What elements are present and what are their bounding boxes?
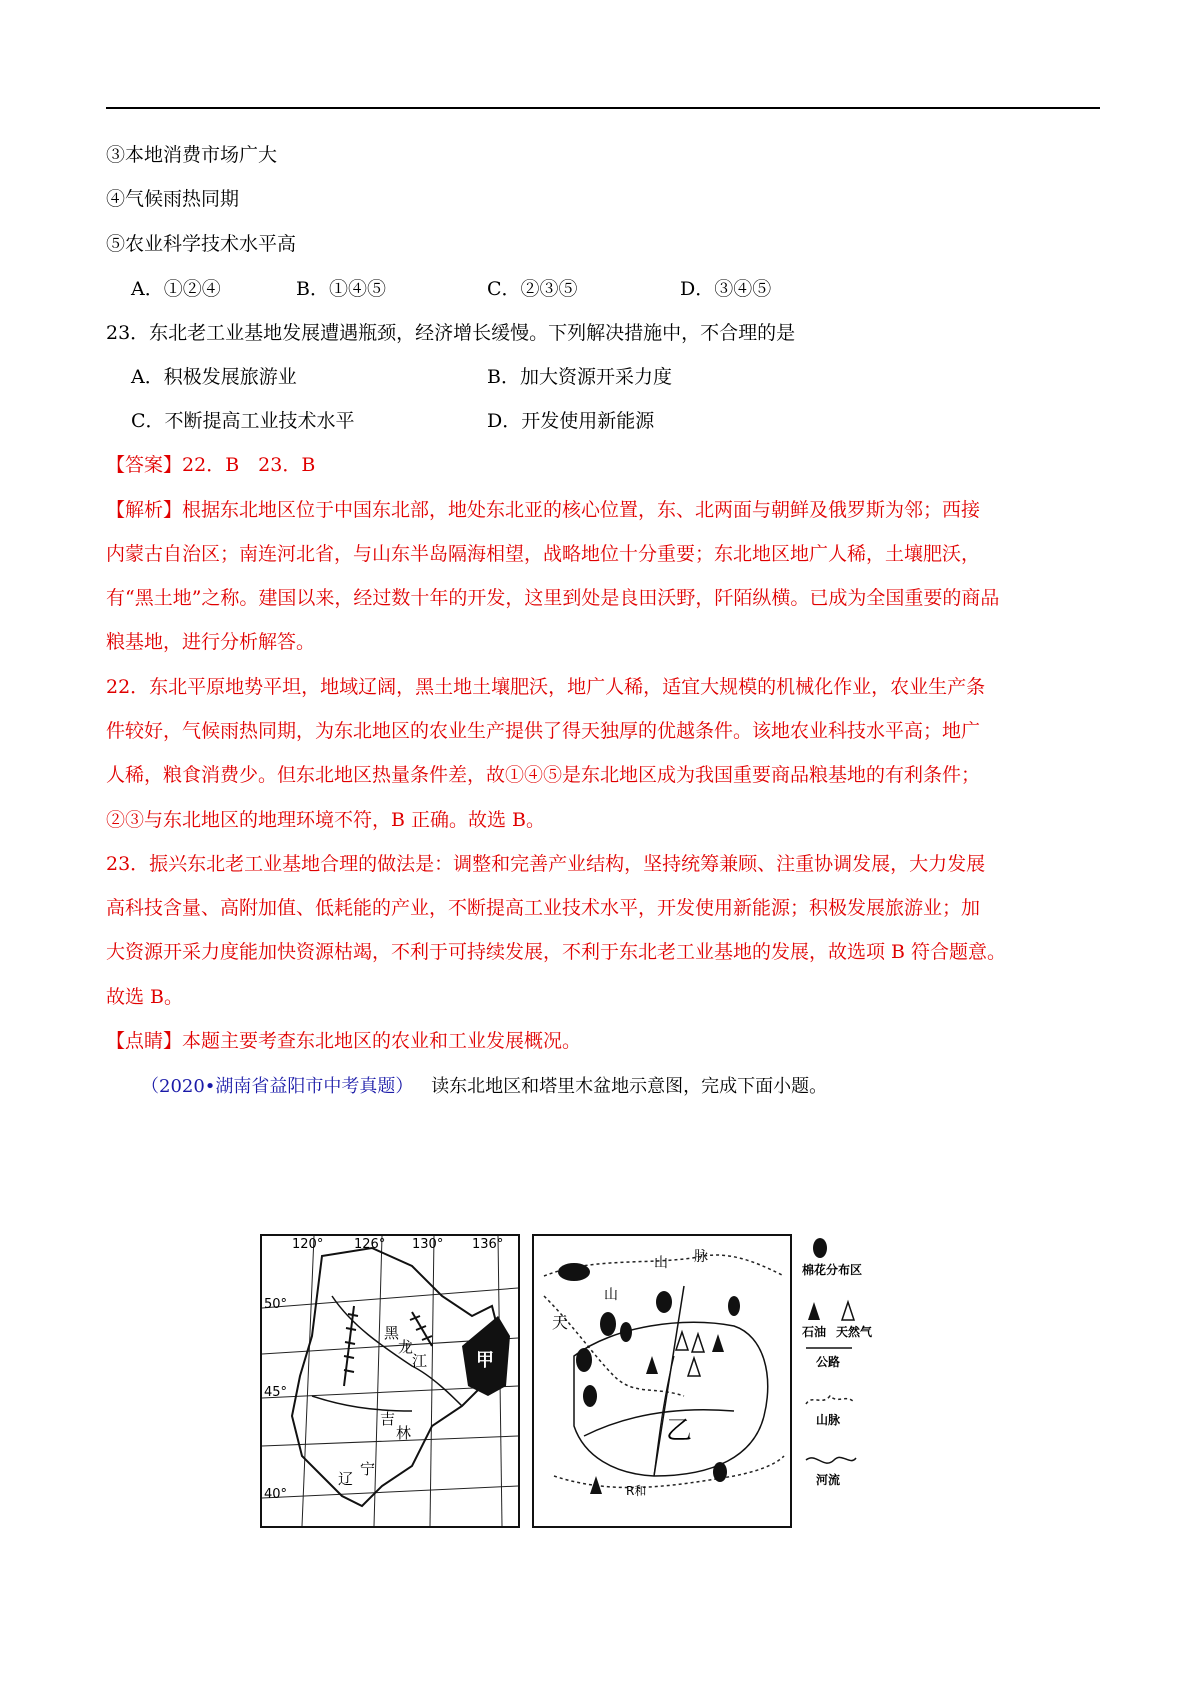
option-item-5: ⑤农业科学技术水平高 bbox=[106, 233, 297, 255]
analysis-text-1: 根据东北地区位于中国东北部，地处东北亚的核心位置，东、北两面与朝鲜及俄罗斯为邻；西接 bbox=[182, 499, 981, 521]
explain22-line-2: 件较好，气候雨热同期，为东北地区的农业生产提供了得天独厚的优越条件。该地农业科技水平高；地广 bbox=[106, 720, 981, 742]
analysis-line-1 bbox=[106, 497, 980, 523]
lon-label-120: 120° bbox=[292, 1237, 324, 1252]
q22-choice-c: C．②③⑤ bbox=[487, 278, 578, 300]
q23-choice-d: D．开发使用新能源 bbox=[487, 410, 655, 432]
legend-mountain-label: 山脉 bbox=[816, 1413, 841, 1427]
explain22-line-4: ②③与东北地区的地理环境不符，B 正确。故选 B。 bbox=[106, 809, 546, 831]
option-item-4: ④气候雨热同期 bbox=[106, 188, 240, 210]
question-prompt: 读东北地区和塔里木盆地示意图，完成下面小题。 bbox=[431, 1076, 828, 1097]
legend-oil-icon bbox=[808, 1302, 820, 1320]
comment-tag: 【点睛】 bbox=[106, 1030, 183, 1052]
mountain-char-shan: 山 bbox=[654, 1255, 668, 1271]
q22-choice-b: B．①④⑤ bbox=[296, 278, 386, 300]
explain22-line-1: 22．东北平原地势平坦，地域辽阔，黑土地土壤肥沃，地广人稀，适宜大规模的机械化作业，农业生产条 bbox=[106, 676, 986, 698]
q23-choice-c: C．不断提高工业技术水平 bbox=[131, 410, 355, 432]
tianshan-char-1: 天 bbox=[552, 1313, 569, 1332]
legend-gas-icon bbox=[842, 1302, 854, 1320]
lat-label-40: 40° bbox=[264, 1487, 288, 1502]
lat-label-45: 45° bbox=[264, 1385, 288, 1400]
lon-label-130: 130° bbox=[412, 1237, 444, 1252]
explain23-line-1: 23．振兴东北老工业基地合理的做法是：调整和完善产业结构，坚持统筹兼顾、注重协调发展，大力发展 bbox=[106, 853, 986, 875]
header-rule bbox=[106, 107, 1100, 109]
map-legend bbox=[802, 1234, 902, 1524]
tianshan-char-2: 山 bbox=[604, 1287, 618, 1303]
northeast-china-map bbox=[260, 1234, 520, 1528]
legend-river-icon bbox=[806, 1457, 856, 1463]
heilongjiang-char-1: 黑 bbox=[384, 1324, 400, 1342]
answer-tag: 【答案】 bbox=[106, 454, 183, 476]
liaoning-char-2: 宁 bbox=[360, 1460, 376, 1478]
legend-road-label: 公路 bbox=[816, 1355, 841, 1369]
lon-label-136: 136° bbox=[472, 1237, 504, 1252]
river-label: R和 bbox=[626, 1484, 647, 1498]
explain23-line-4: 故选 B。 bbox=[106, 986, 184, 1008]
legend-cotton-label: 棉花分布区 bbox=[802, 1263, 863, 1277]
legend-mountain-icon bbox=[806, 1396, 854, 1404]
option-item-3: ③本地消费市场广大 bbox=[106, 144, 278, 166]
heilongjiang-char-2: 龙 bbox=[398, 1338, 414, 1356]
legend-gas-label: 天然气 bbox=[836, 1325, 873, 1339]
liaoning-char-1: 辽 bbox=[338, 1470, 354, 1488]
explain22-line-3: 人稀，粮食消费少。但东北地区热量条件差，故①④⑤是东北地区成为我国重要商品粮基地的有利条件； bbox=[106, 764, 981, 786]
next-question-line bbox=[141, 1074, 827, 1100]
jilin-char-2: 林 bbox=[396, 1424, 412, 1442]
legend-oil-label: 石油 bbox=[802, 1325, 827, 1339]
region-yi-label: 乙 bbox=[666, 1416, 693, 1446]
answer-line bbox=[106, 452, 315, 478]
heilongjiang-char-3: 江 bbox=[412, 1352, 428, 1370]
map-figure bbox=[232, 1216, 932, 1546]
mountain-char-mai: 脉 bbox=[694, 1249, 708, 1265]
explain23-line-3: 大资源开采力度能加快资源枯竭，不利于可持续发展，不利于东北老工业基地的发展，故选项 B 符合题意。 bbox=[106, 941, 1007, 963]
legend-river-label: 河流 bbox=[816, 1473, 841, 1487]
lat-label-50: 50° bbox=[264, 1297, 288, 1312]
lon-label-126: 126° bbox=[354, 1237, 386, 1252]
analysis-line-3: 有“黑土地”之称。建国以来，经过数十年的开发，这里到处是良田沃野，阡陌纵横。已成为全国重要的商品 bbox=[106, 587, 1000, 609]
q23-stem: 23．东北老工业基地发展遭遇瓶颈，经济增长缓慢。下列解决措施中，不合理的是 bbox=[106, 322, 796, 344]
comment-text: 本题主要考查东北地区的农业和工业发展概况。 bbox=[182, 1030, 582, 1052]
tarim-basin-map bbox=[532, 1234, 792, 1528]
q22-choice-a: A．①②④ bbox=[131, 278, 221, 300]
answer-text: 22．B 23．B bbox=[182, 454, 316, 476]
comment-line bbox=[106, 1028, 581, 1054]
analysis-line-4: 粮基地，进行分析解答。 bbox=[106, 631, 316, 653]
region-jia-label: 甲 bbox=[476, 1350, 494, 1371]
tarim-map-drawing bbox=[534, 1236, 790, 1526]
explain23-line-2: 高科技含量、高附加值、低耗能的产业，不断提高工业技术水平，开发使用新能源；积极发展旅游业；加 bbox=[106, 897, 981, 919]
q23-choice-b: B．加大资源开采力度 bbox=[487, 366, 672, 388]
legend-cotton-icon bbox=[813, 1238, 827, 1258]
jilin-char-1: 吉 bbox=[380, 1410, 396, 1428]
question-source: （2020•湖南省益阳市中考真题） bbox=[141, 1076, 414, 1097]
analysis-tag: 【解析】 bbox=[106, 499, 183, 521]
q23-choice-a: A．积极发展旅游业 bbox=[131, 366, 297, 388]
northeast-map-drawing bbox=[262, 1236, 518, 1526]
analysis-line-2: 内蒙古自治区；南连河北省，与山东半岛隔海相望，战略地位十分重要；东北地区地广人稀，土壤肥沃， bbox=[106, 543, 981, 565]
q22-choice-d: D．③④⑤ bbox=[680, 278, 772, 300]
